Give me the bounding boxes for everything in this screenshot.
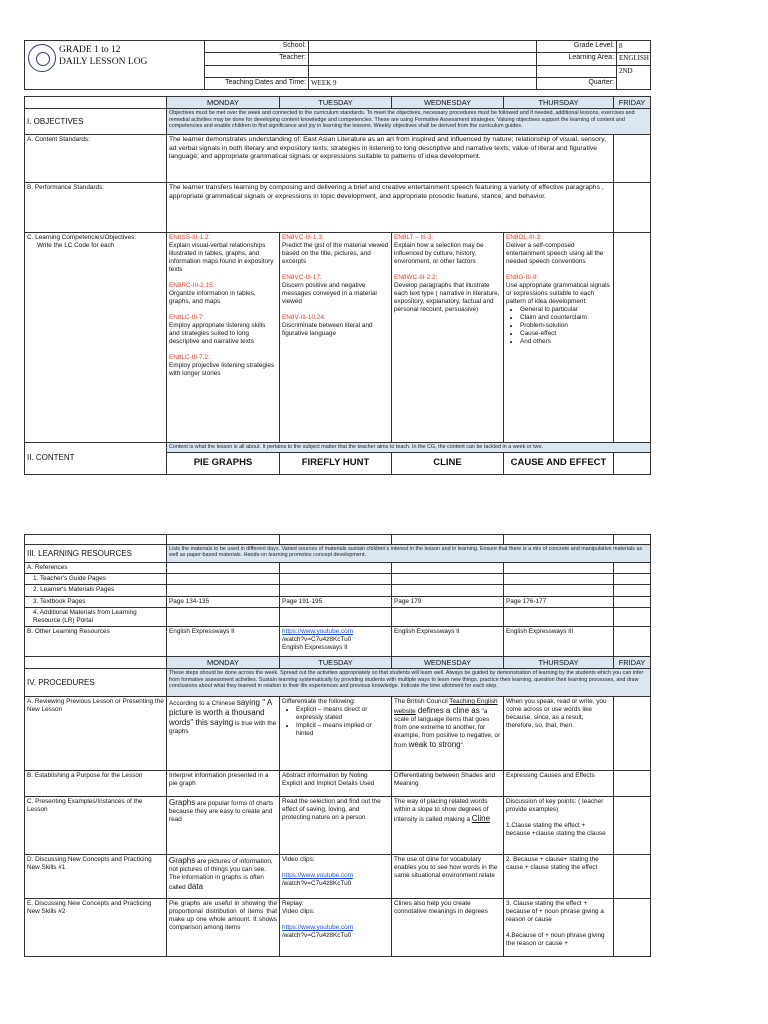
content-standards-text: The learner demonstrates understanding of: East Asian Literature as an art from inspired and influenced by nature; relationship of visual, sensory, ad verbal signals in both literary and expository texts; strategies in listening to long descriptive and narrative texts; value of literal and figurative language; and appropriate grammatical signals or expressions suitable to patterns of idea development.: [167, 135, 614, 183]
procedure-d-tuesday: Video clips: https://www.youtube.com /watch?v=C7u4z8KcTu0: [280, 855, 392, 899]
competencies-tuesday: [280, 233, 392, 443]
youtube-link[interactable]: https://www.youtube.com: [282, 924, 354, 932]
lc-code: EN8LT – III-3:: [394, 234, 434, 242]
youtube-link-path[interactable]: /watch?v=C7u4z8KcTu0: [282, 880, 352, 888]
content-monday: PIE GRAPHS: [167, 452, 280, 474]
lc-code: EN8SS-III-1.2:: [169, 234, 211, 242]
content-label: II. CONTENT: [25, 443, 167, 474]
teaching-english-link[interactable]: Teaching English website: [394, 698, 498, 716]
procedure-c-wednesday: The way of placing related words within a slope to show degrees of intensity is called making a Cline: [392, 797, 504, 855]
idea-patterns-list: [506, 306, 611, 346]
textbook-pages-label: 3. Textbook Pages: [25, 597, 167, 608]
procedure-a-thursday: When you speak, read or write, you come across or use words like because, since, as a result, therefore, so, that, then.: [504, 697, 614, 771]
lc-text: Explain how a selection may be influenced by culture, history, environment, or other factors: [394, 242, 484, 266]
lc-text: Employ projective listening strategies with longer stories: [169, 362, 275, 378]
content-wednesday: CLINE: [392, 452, 504, 474]
procedure-e-monday: Pie graphs are useful in showing the proportional distribution of items that make up one whole amount. It shows comparison among items: [167, 899, 280, 957]
procedure-b-tuesday: Abstract information by Noting Explicit and Implicit Details Used: [280, 771, 392, 797]
day-friday: FRIDAY: [614, 657, 651, 669]
procedure-d-label: D. Discussing New Concepts and Practicing New Skills #1: [25, 855, 167, 899]
competencies-sublabel: Write the LC Code for each: [37, 242, 115, 250]
competencies-monday: [167, 233, 280, 443]
quarter-value[interactable]: 2ND: [617, 65, 651, 90]
procedure-e-tuesday: Replay: Video clips: https://www.youtube.com /watch?v=C7u4z8KcTu0: [280, 899, 392, 957]
other-resources-tuesday: [280, 627, 392, 657]
day-monday: MONDAY: [167, 657, 280, 669]
procedure-c-label: C. Presenting Examples/Instances of the Lesson: [25, 797, 167, 855]
lc-text: Explain visual-verbal relationships illustrated in tables, graphs, and information maps found in expository texts: [169, 242, 274, 274]
lc-text: Predict the gist of the material viewed based on the title, pictures, and excerpts: [282, 242, 389, 266]
lc-text: Discriminate between literal and figurative language: [282, 322, 373, 338]
header-table: [24, 40, 651, 90]
grade-level-label: Grade Level:: [537, 41, 617, 53]
resources-procedures-table: [24, 534, 651, 957]
competencies-label: C. Learning Competencies/Objectives:: [27, 234, 137, 242]
grade-level-value[interactable]: 8: [617, 41, 651, 53]
other-resources-wednesday: English Expressways II: [392, 627, 504, 657]
lc-code: EN8G-III-9:: [506, 274, 539, 282]
performance-standards-label: B. Performance Standards:: [25, 183, 167, 233]
lc-code: EN8VC-III-1.3:: [282, 234, 324, 242]
lc-code: EN8RC-III-2.15:: [169, 282, 215, 290]
performance-standards-text: The learner transfers learning by composing and delivering a brief and creative entertainment speech featuring a variety of effective paragraphs , appropriate grammatical signals or expressions in topic development, and appropriate prosodic feature, stance, and behavior.: [167, 183, 614, 233]
day-tuesday: TUESDAY: [280, 657, 392, 669]
lc-code: EN8LC-III-7:: [169, 314, 205, 322]
textbook-pages-wednesday: Page 179: [392, 597, 504, 608]
procedure-b-thursday: Expressing Causes and Effects: [504, 771, 614, 797]
lc-code: EN8LC-III-7.2:: [169, 354, 210, 362]
school-label: School:: [205, 41, 309, 53]
procedure-d-monday: Graphs are pictures of information, not pictures of things you can see. The information in graphs is often called data: [167, 855, 280, 899]
content-friday: [614, 452, 651, 474]
textbook-pages-tuesday: Page 191-195: [280, 597, 392, 608]
lr-portal-label: 4. Additional Materials from Learning Resource (LR) Portal: [25, 608, 167, 627]
procedure-b-monday: Interpret information presented in a pie graph: [167, 771, 280, 797]
header-title-2: DAILY LESSON LOG: [59, 56, 148, 67]
content-standards-friday: [614, 135, 651, 183]
lc-code: EN8OL-III-3:: [506, 234, 542, 242]
list-item: • Explicit – means direct or expressly stated: [296, 706, 389, 722]
day-header-row: [25, 97, 651, 109]
objectives-table: [24, 96, 651, 475]
performance-standards-friday: [614, 183, 651, 233]
lc-text: Deliver a self-composed entertainment speech using all the needed speech conventions: [506, 242, 604, 266]
content-tuesday: FIREFLY HUNT: [280, 452, 392, 474]
textbook-pages-thursday: Page 176-177: [504, 597, 614, 608]
lc-text: Discern positive and negative messages conveyed in a material viewed: [282, 282, 377, 306]
competencies-wednesday: [392, 233, 504, 443]
day-wednesday: WEDNESDAY: [392, 97, 504, 109]
competencies-friday: [614, 233, 651, 443]
youtube-link-path[interactable]: /watch?v=C7u4z8KcTu0: [282, 932, 352, 940]
objectives-label: I. OBJECTIVES: [25, 109, 167, 135]
procedure-c-thursday: Discussion of key points: ( teacher provide examples) 1.Clause stating the effect + because +clause stating the clause: [504, 797, 614, 855]
teacher-value[interactable]: [309, 53, 537, 65]
explicit-implicit-list: [282, 706, 389, 738]
content-note: Content is what the lesson is all about. It pertains to the subject matter that the teacher aims to teach. In the CG, the content can be tackled in a week or two.: [167, 443, 651, 452]
teaching-dates-value[interactable]: WEEK 9: [309, 77, 537, 89]
saying-highlight: saying " A picture is worth a thousand words" this saying: [169, 698, 272, 728]
procedure-e-label: E. Discussing New Concepts and Practicing New Skills #2: [25, 899, 167, 957]
youtube-link[interactable]: https://www.youtube.com: [282, 872, 354, 880]
teaching-dates-label: Teaching Dates and Time:: [205, 77, 309, 89]
deped-seal-icon: [28, 44, 56, 72]
procedure-e-wednesday: Clines also help you create connotative meanings in degrees: [392, 899, 504, 957]
day-tuesday: TUESDAY: [280, 97, 392, 109]
school-value[interactable]: [309, 41, 537, 53]
list-item: • And others: [520, 338, 611, 346]
learning-resources-label: III. LEARNING RESOURCES: [25, 545, 167, 563]
lm-pages-label: 2. Learner's Materials Pages: [25, 585, 167, 597]
lc-text: Develop paragraphs that illustrate each text type ( narrative in literature, expository, explanatory, factual and personal recount, persuasive): [394, 282, 500, 314]
procedure-a-monday: According to a Chinese saying " A picture is worth a thousand words" this saying is true with the graphs: [167, 697, 280, 771]
procedure-d-thursday: 2. Because + clause+ stating the cause + clause stating the effect: [504, 855, 614, 899]
list-item: • General to particular: [520, 306, 611, 314]
procedures-note: These steps should be done across the week. Spread out the activities appropriately so that students will learn well. Always be guided by demonstration of learning by the students which you can infer from formative assessment activities. Sustain learning systematically by providing students with multiple ways to learn new things, practice their learning, question their learning processes, and draw conclusions about what they learned in relation to their life experiences and previous knowledge. Indicate the time allotment for each step.: [167, 669, 651, 697]
list-item: • Cause-effect: [520, 330, 611, 338]
day-monday: MONDAY: [167, 97, 280, 109]
objectives-note: Objectives must be met over the week and connected to the curriculum standards. To meet the objectives, necessary procedures must be followed and if needed, additional lessons, exercises and remedial activities may be done for developing content knowledge and competencies. These are using Formative Assessment strategies. Valuing objectives support the learning of content and competencies and enable children to find significance and joy in learning the lessons. Weekly objectives shall be derived from the curriculum guides.: [167, 109, 651, 135]
learning-area-value[interactable]: ENGLISH: [617, 53, 651, 65]
tg-pages-label: 1. Teacher's Guide Pages: [25, 574, 167, 585]
other-resources-label: B. Other Learning Resources: [25, 627, 167, 657]
content-standards-label: A. Content Standards:: [25, 135, 167, 183]
content-thursday: CAUSE AND EFFECT: [504, 452, 614, 474]
procedure-a-tuesday: Differentiate the following: • Explicit – means direct or expressly stated • Implicit – means implied or hinted: [280, 697, 392, 771]
youtube-link[interactable]: https://www.youtube.com: [282, 628, 354, 635]
dates-spacer: [205, 65, 309, 77]
references-label: A. References: [25, 563, 167, 574]
other-resources-monday: English Expressways II: [167, 627, 280, 657]
textbook-pages-monday: Page 134-135: [167, 597, 280, 608]
lc-text: Use appropriate grammatical signals or expressions suitable to each pattern of idea development:: [506, 282, 610, 306]
day-wednesday: WEDNESDAY: [392, 657, 504, 669]
header-title-cell: [25, 41, 205, 90]
dates-spacer-2: [309, 65, 537, 77]
day-friday: FRIDAY: [614, 97, 651, 109]
other-resources-thursday: English Expressways III: [504, 627, 614, 657]
other-resource-text: English Expressways II: [282, 644, 348, 651]
list-item: • Problem-solution: [520, 322, 611, 330]
quarter-label: Quarter:: [537, 77, 617, 89]
lc-code: EN8WC-III-2.2:: [394, 274, 438, 282]
procedure-b-wednesday: Differentiating between Shades and Meaning: [392, 771, 504, 797]
teacher-label: Teacher:: [205, 53, 309, 65]
procedure-b-label: B. Establishing a Purpose for the Lesson: [25, 771, 167, 797]
day-thursday: THURSDAY: [504, 97, 614, 109]
list-item: • Claim and counterclaim: [520, 314, 611, 322]
lc-text: Employ appropriate listening skills and strategies suited to long descriptive and narrative texts: [169, 322, 266, 346]
procedure-a-label: A. Reviewing Previous Lesson or Presenting the New Lesson: [25, 697, 167, 771]
day-thursday: THURSDAY: [504, 657, 614, 669]
lc-code: EN8VC-III-17:: [282, 274, 322, 282]
procedure-c-monday: Graphs are popular forms of charts because they are easy to create and read: [167, 797, 280, 855]
list-item: • Implicit – means implied or hinted: [296, 722, 389, 738]
procedure-a-wednesday: The British Council Teaching English website defines a cline as "a scale of language items that goes from one extreme to another, for example, from positive to negative, or from weak to strong".: [392, 697, 504, 771]
competencies-thursday: [504, 233, 614, 443]
procedures-label: IV. PROCEDURES: [25, 669, 167, 697]
quarter-spacer: [537, 65, 617, 77]
learning-resources-note: Lists the materials to be used in different days. Varied sources of materials sustain children's interest in the lesson and in learning. Ensure that there is a mix of concrete and manipulative materials as well as paper-based materials. Hands-on learning promotes concept development.: [167, 545, 651, 563]
procedure-c-tuesday: Read the selection and find out the effect of saving, loving, and protecting nature on a person: [280, 797, 392, 855]
competencies-label-cell: [25, 233, 167, 443]
procedure-d-wednesday: The use of cline for vocabulary enables you to see how words in the same situational environment relate: [392, 855, 504, 899]
procedure-e-thursday: 3. Clause stating the effect + because of + noun phrase giving a reason or cause 4.Because of + noun phrase giving the reason or cause +: [504, 899, 614, 957]
lc-text: Organize information in tables, graphs, and maps: [169, 290, 256, 306]
day-header-row-2: [25, 657, 651, 669]
lc-code: EN8V-III-10.24:: [282, 314, 326, 322]
header-title-1: GRADE 1 to 12: [59, 45, 121, 55]
learning-area-label: Learning Area:: [537, 53, 617, 65]
youtube-link-path[interactable]: /watch?v=C7u4z8KcTu0: [282, 636, 352, 643]
